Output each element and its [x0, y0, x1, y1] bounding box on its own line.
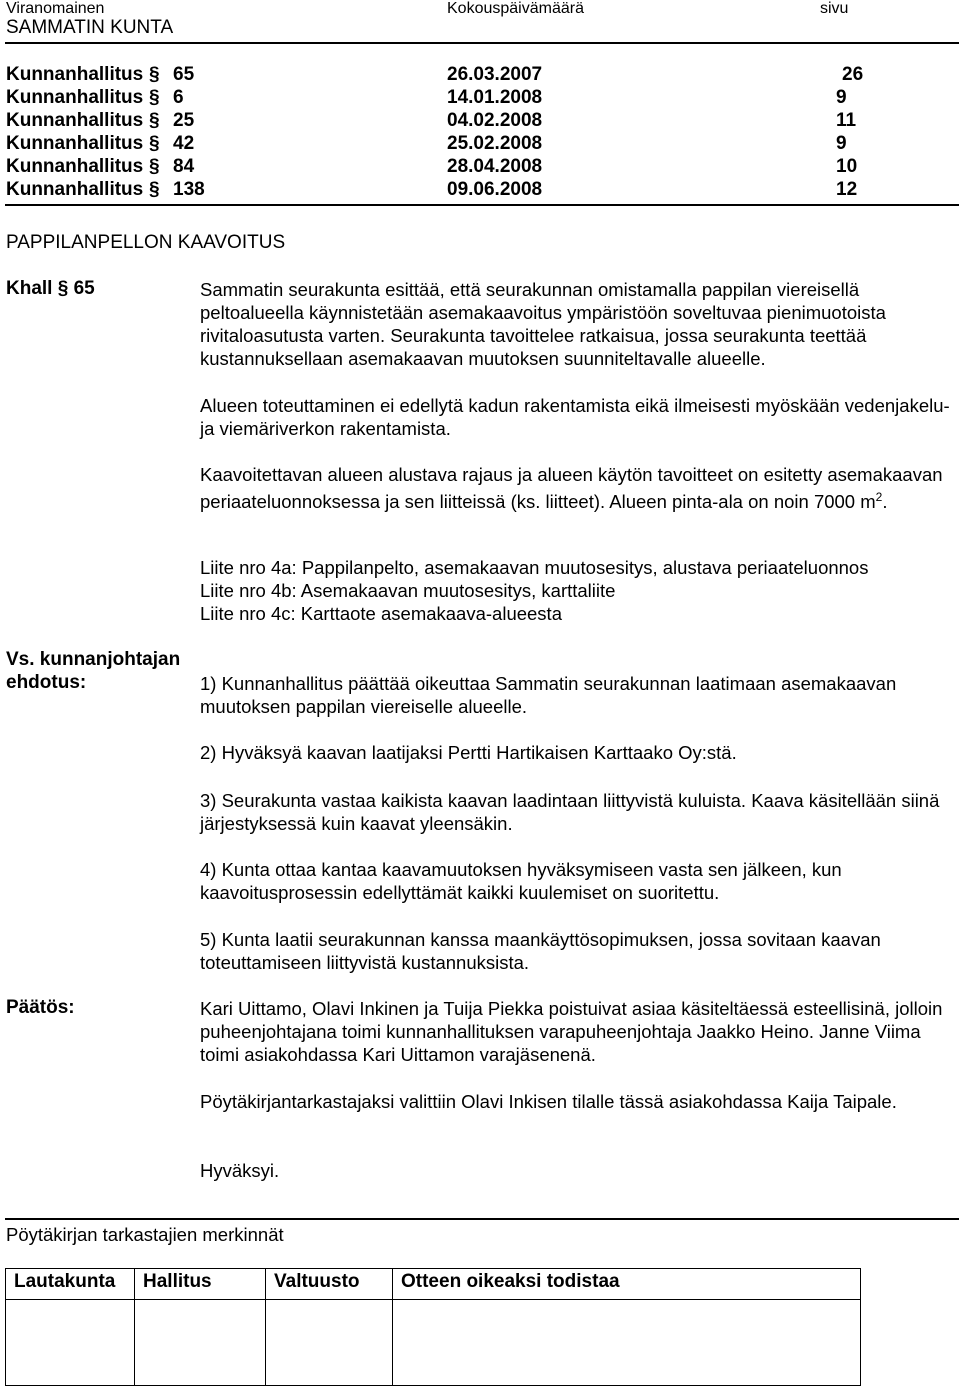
- decision-inspector: Pöytäkirjantarkastajaksi valittiin Olavi Inkisen tilalle tässä asiakohdassa Kaija Taipale.: [200, 1091, 897, 1112]
- section-icon: §: [149, 110, 160, 131]
- section-icon: §: [149, 156, 160, 177]
- decision-label: Päätös:: [6, 997, 75, 1018]
- proposal-item: 1) Kunnanhallitus päättää oikeuttaa Sammatin seurakunnan laatimaan asemakaavan muutoksen pappilan viereiselle alueelle.: [200, 673, 897, 717]
- meeting-number: 138: [173, 179, 205, 200]
- meeting-body: Kunnanhallitus: [6, 64, 144, 85]
- date-label: Kokouspäivämäärä: [447, 0, 584, 17]
- authority-name: SAMMATIN KUNTA: [6, 17, 174, 38]
- signature-cell[interactable]: [135, 1300, 266, 1386]
- meeting-page: 9: [836, 87, 847, 108]
- area-text: Kaavoitettavan alueen alustava rajaus ja alueen käytön tavoitteet on esitetty asemakaavan periaateluonnoksessa ja sen liitteissä (ks. liitteet). Alueen pinta-ala on noin 7000 m: [200, 464, 943, 513]
- column-header: Hallitus: [135, 1269, 266, 1300]
- signature-cell[interactable]: [393, 1300, 861, 1386]
- khall-area: [200, 463, 956, 513]
- decision-approved: Hyväksyi.: [200, 1160, 280, 1181]
- meeting-page: 11: [836, 110, 857, 131]
- proposal-item: 3) Seurakunta vastaa kaikista kaavan laadintaan liittyvistä kuluista. Kaava käsitellään siinä järjestyksessä kuin kaavat yleensäkin.: [200, 790, 940, 834]
- meeting-date: 14.01.2008: [447, 87, 543, 108]
- meeting-number: 6: [173, 87, 184, 108]
- signature-cell[interactable]: [6, 1300, 135, 1386]
- meeting-date: 25.02.2008: [447, 133, 543, 154]
- page-label: sivu: [820, 0, 849, 17]
- meeting-row: [6, 179, 906, 202]
- area-end: .: [882, 491, 888, 513]
- meeting-date: 26.03.2007: [447, 64, 543, 85]
- meeting-date: 28.04.2008: [447, 156, 543, 177]
- footer-rule: [5, 1218, 959, 1220]
- meeting-date: 04.02.2008: [447, 110, 543, 131]
- meeting-row: [6, 133, 906, 156]
- meeting-body: Kunnanhallitus: [6, 179, 144, 200]
- khall-text: Khall: [6, 278, 53, 299]
- proposal-item: 5) Kunta laatii seurakunnan kanssa maankäyttösopimuksen, jossa sovitaan kaavan toteuttamiseen liittyvistä kustannuksista.: [200, 929, 881, 973]
- meeting-body: Kunnanhallitus: [6, 110, 144, 131]
- proposal-item: 4) Kunta ottaa kantaa kaavamuutoksen hyväksymiseen vasta sen jälkeen, kun kaavoitusprosessin edellyttämät kaikki kuulemiset on suoritettu.: [200, 859, 842, 903]
- marks-title: Pöytäkirjan tarkastajien merkinnät: [6, 1224, 284, 1245]
- section-icon: §: [149, 179, 160, 200]
- section-icon: §: [149, 87, 160, 108]
- meeting-number: 84: [173, 156, 195, 177]
- meeting-row: [6, 87, 906, 110]
- meetings-rule: [5, 204, 959, 206]
- area-sup: 2: [875, 490, 883, 504]
- proposal-label-line2: ehdotus:: [6, 672, 87, 693]
- section-title: PAPPILANPELLON KAAVOITUS: [6, 232, 286, 253]
- meeting-date: 09.06.2008: [447, 179, 543, 200]
- khall-intro: Sammatin seurakunta esittää, että seurakunnan omistamalla pappilan viereisellä peltoalueella käynnistetään asemakaavoitus ympäristöön soveltuvaa pienimuotoista rivitaloasutusta varten. Seurakunta tavoittelee ratkaisua, jossa seurakunta teettää kustannuksellaan asemakaavan muutoksen suunniteltavalle alueelle.: [200, 279, 886, 369]
- meeting-number: 25: [173, 110, 195, 131]
- meeting-page: 12: [836, 179, 858, 200]
- section-icon: §: [149, 64, 160, 85]
- column-header: Valtuusto: [266, 1269, 393, 1300]
- meeting-body: Kunnanhallitus: [6, 133, 144, 154]
- meeting-page: 9: [836, 133, 847, 154]
- signature-row: [6, 1300, 861, 1386]
- attachment-item: Liite nro 4c: Karttaote asemakaava-alueesta: [200, 603, 562, 624]
- meeting-number: 42: [173, 133, 195, 154]
- section-icon: §: [57, 278, 69, 299]
- meeting-row: [6, 110, 906, 133]
- section-icon: §: [149, 133, 160, 154]
- signature-header-row: [6, 1269, 861, 1300]
- column-header: Otteen oikeaksi todistaa: [393, 1269, 861, 1300]
- attachment-list: [200, 556, 956, 625]
- authority-label: Viranomainen: [6, 0, 105, 17]
- attachment-item: Liite nro 4b: Asemakaavan muutosesitys, karttaliite: [200, 580, 616, 601]
- meeting-body: Kunnanhallitus: [6, 87, 144, 108]
- meeting-number: 65: [173, 64, 195, 85]
- decision-text: Kari Uittamo, Olavi Inkinen ja Tuija Piekka poistuivat asiaa käsiteltäessä esteellisinä, jolloin puheenjohtajana toimi kunnanhallituksen varapuheenjohtaja Jaakko Heino. Janne Viima toimi asiakohdassa Kari Uittamon varajäsenenä.: [200, 998, 943, 1065]
- header-rule: [5, 42, 959, 44]
- meeting-row: [6, 156, 906, 179]
- khall-label: [6, 278, 95, 300]
- signature-table: [5, 1268, 861, 1386]
- meeting-page: 10: [836, 156, 858, 177]
- attachment-item: Liite nro 4a: Pappilanpelto, asemakaavan muutosesitys, alustava periaateluonnos: [200, 557, 869, 578]
- khall-number: 65: [73, 278, 95, 299]
- meeting-page: 26: [842, 64, 864, 85]
- khall-infrastructure: Alueen toteuttaminen ei edellytä kadun rakentamista eikä ilmeisesti myöskään vedenjakelu- ja viemäriverkon rakentamista.: [200, 395, 950, 439]
- meeting-body: Kunnanhallitus: [6, 156, 144, 177]
- signature-cell[interactable]: [266, 1300, 393, 1386]
- column-header: Lautakunta: [6, 1269, 135, 1300]
- proposal-label-line1: Vs. kunnanjohtajan: [6, 649, 181, 670]
- meeting-row: [6, 64, 906, 87]
- proposal-item: 2) Hyväksyä kaavan laatijaksi Pertti Hartikaisen Karttaako Oy:stä.: [200, 742, 737, 763]
